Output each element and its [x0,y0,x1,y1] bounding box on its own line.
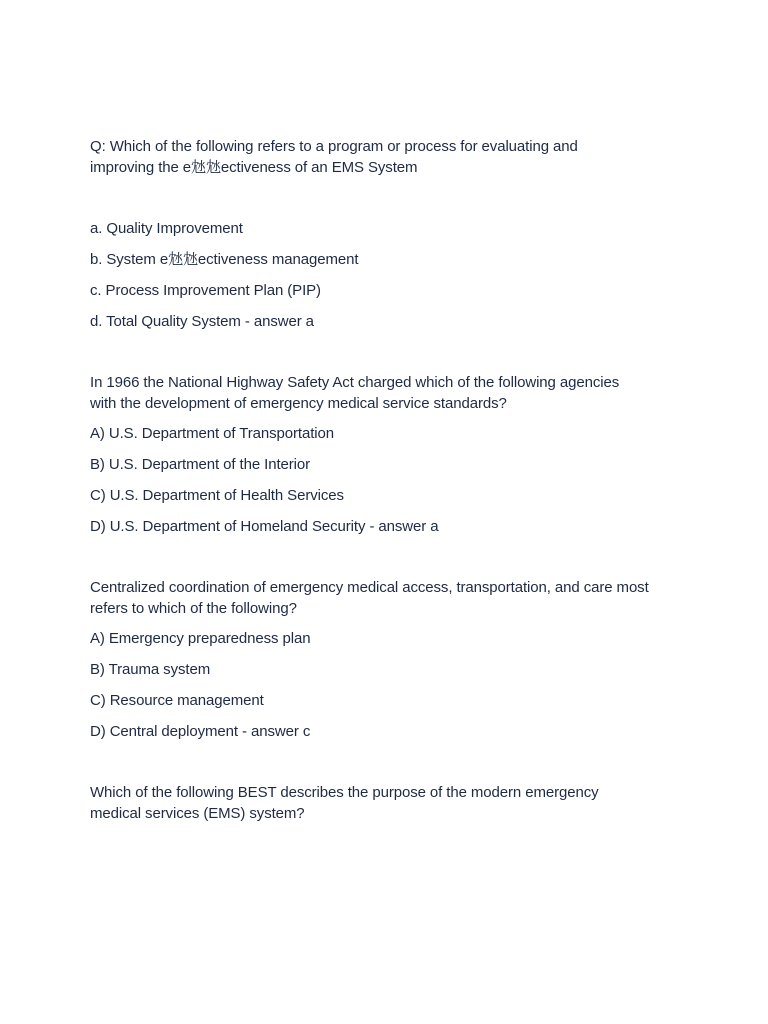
question-3-line-1: Centralized coordination of emergency medical access, transportation, and care most [90,579,649,596]
question-2-option-a: A) U.S. Department of Transportation [90,425,335,442]
question-1-line-1: Q: Which of the following refers to a program or process for evaluating and [90,138,578,155]
question-1-option-c: c. Process Improvement Plan (PIP) [90,282,321,299]
question-4-line-1: Which of the following BEST describes the purpose of the modern emergency [90,784,599,801]
question-2-option-b: B) U.S. Department of the Interior [90,456,311,473]
question-3-option-d: D) Central deployment - answer c [90,723,311,740]
question-1-option-d: d. Total Quality System - answer a [90,313,314,330]
question-4-line-2: medical services (EMS) system? [90,805,305,822]
question-3-option-b: B) Trauma system [90,661,211,678]
question-3-option-a: A) Emergency preparedness plan [90,630,311,647]
question-2-option-c: C) U.S. Department of Health Services [90,487,344,504]
question-2-line-2: with the development of emergency medical service standards? [90,395,507,412]
question-1-line-2: improving the e沊沊ectiveness of an EMS System [90,159,418,176]
document-page [90,0,690,1024]
question-2-option-d: D) U.S. Department of Homeland Security - answer a [90,518,439,535]
question-1-option-a: a. Quality Improvement [90,220,243,237]
question-3-line-2: refers to which of the following? [90,600,297,617]
question-3-option-c: C) Resource management [90,692,264,709]
question-2-line-1: In 1966 the National Highway Safety Act charged which of the following agencies [90,374,620,391]
question-1-option-b: b. System e沊沊ectiveness management [90,251,359,268]
